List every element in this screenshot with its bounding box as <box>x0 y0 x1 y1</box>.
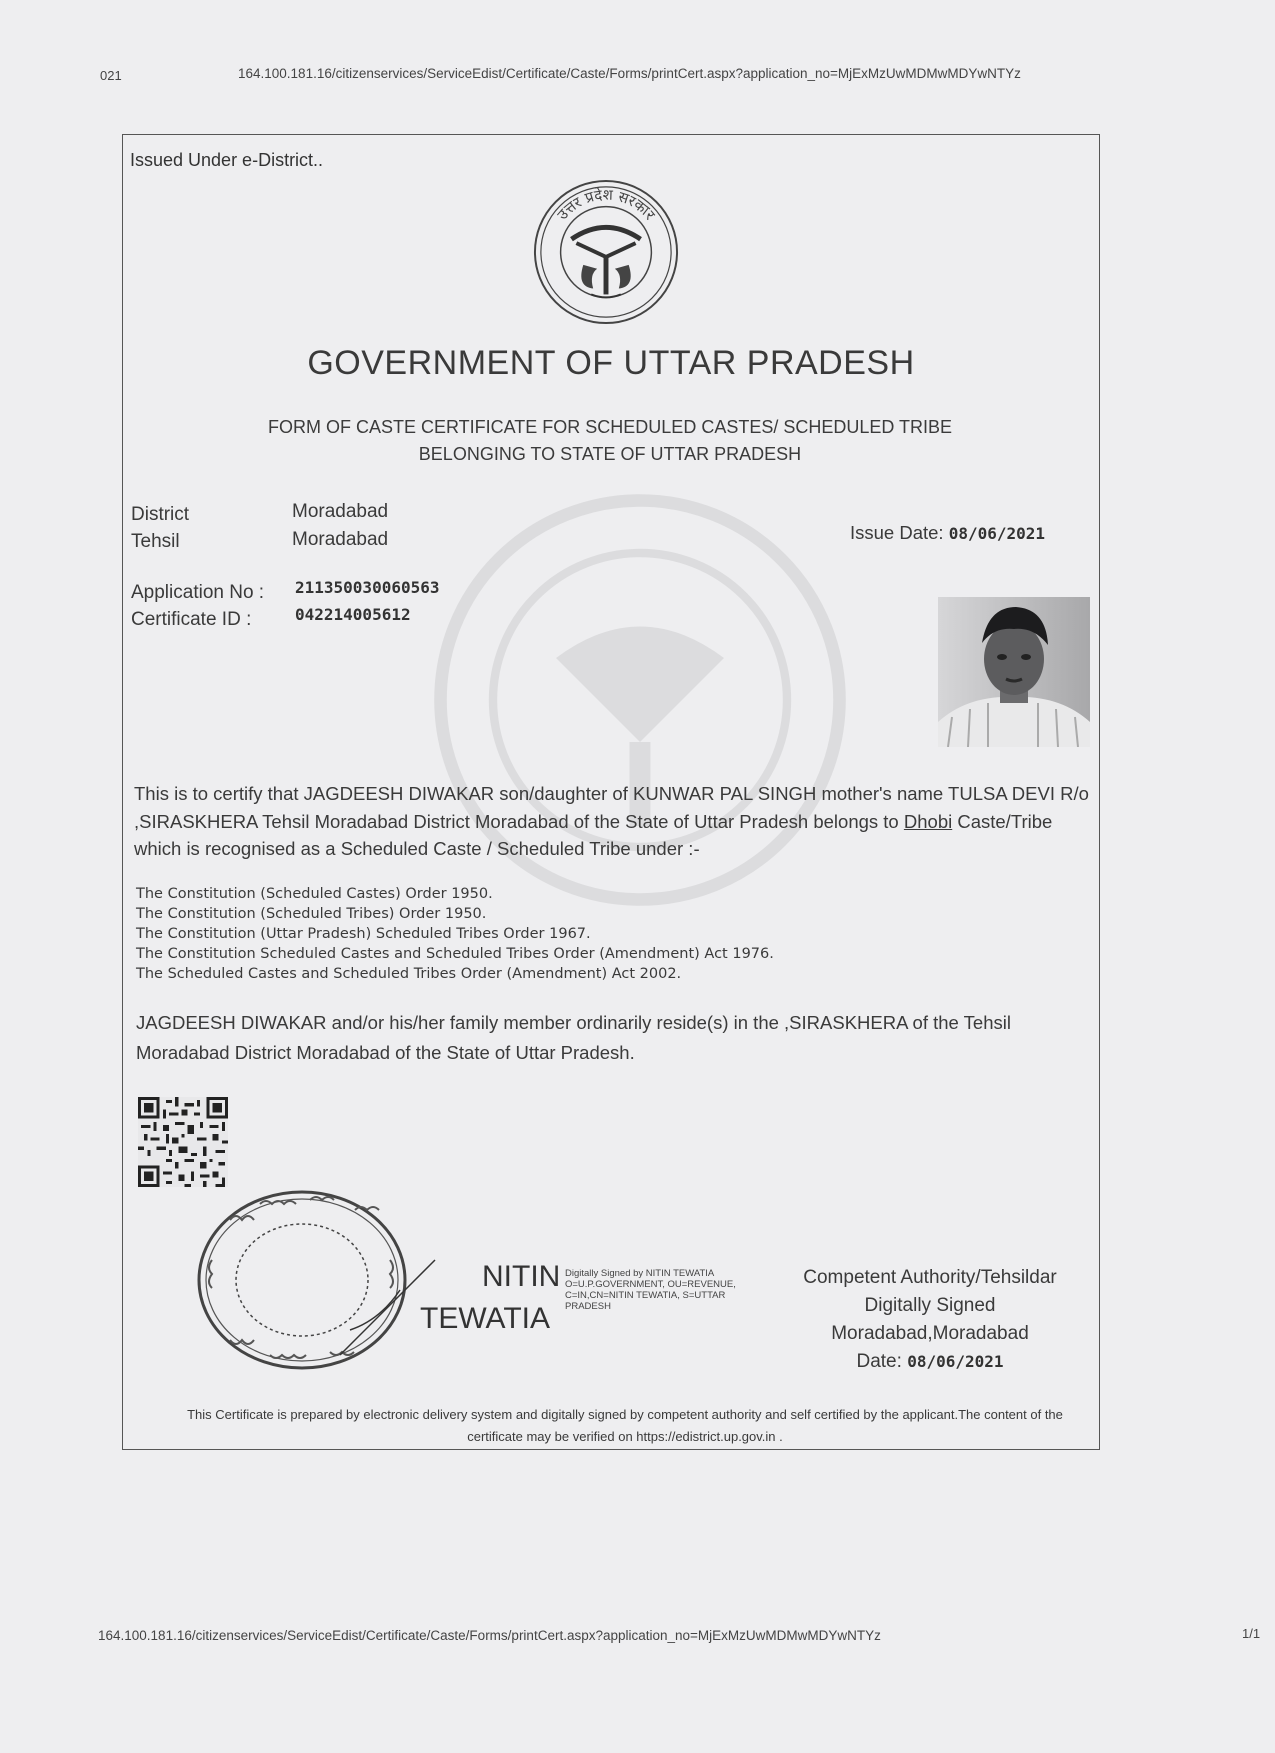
application-no-value: 211350030060563 <box>295 578 440 597</box>
authority-date <box>770 1348 1090 1376</box>
authority-location: Moradabad,Moradabad <box>831 1323 1029 1344</box>
tehsil-value: Moradabad <box>292 529 389 550</box>
signatory-last-name: TEWATIA <box>420 1302 550 1335</box>
qr-code <box>138 1097 228 1187</box>
svg-text:उत्तर प्रदेश सरकार: उत्तर प्रदेश सरकार <box>554 186 659 224</box>
form-title <box>170 414 1050 468</box>
authority-title: Competent Authority/Tehsildar <box>803 1267 1057 1288</box>
government-title: GOVERNMENT OF UTTAR PRADESH <box>307 344 915 382</box>
order-item: The Constitution (Scheduled Tribes) Order 1950. <box>136 906 487 922</box>
form-title-line2: BELONGING TO STATE OF UTTAR PRADESH <box>418 444 802 464</box>
print-url-bottom: 164.100.181.16/citizenservices/ServiceEdist/Certificate/Caste/Forms/printCert.aspx?application_no=MjExMzUwMDMwMDYwNTYz <box>98 1628 881 1643</box>
authority-date-value: 08/06/2021 <box>907 1352 1004 1371</box>
authority-signed: Digitally Signed <box>864 1295 996 1316</box>
tehsil-label: Tehsil <box>131 531 180 552</box>
order-item: The Scheduled Castes and Scheduled Tribes Order (Amendment) Act 2002. <box>136 966 682 982</box>
issue-date-value: 08/06/2021 <box>948 524 1046 543</box>
orders-list <box>136 884 1076 984</box>
print-url-top: 164.100.181.16/citizenservices/ServiceEdist/Certificate/Caste/Forms/printCert.aspx?application_no=MjExMzUwMDMwMDYwNTYz <box>238 66 1021 81</box>
certification-paragraph <box>134 780 1094 863</box>
caste-name: Dhobi <box>903 810 953 832</box>
digital-signature-details: Digitally Signed by NITIN TEWATIA O=U.P.GOVERNMENT, OU=REVENUE, C=IN,CN=NITIN TEWATIA, S=UTTAR PRADESH <box>565 1268 736 1312</box>
certificate-id-label: Certificate ID : <box>131 609 252 630</box>
official-seal-stamp <box>190 1180 440 1375</box>
verification-note: This Certificate is prepared by electronic delivery system and digitally signed by competent authority and self certified by the applicant.The content of the certificate may be verified on https://edistrict.up.gov.in . <box>187 1407 1063 1444</box>
order-item: The Constitution (Scheduled Castes) Order 1950. <box>136 886 493 902</box>
competent-authority-block <box>770 1264 1090 1376</box>
district-value: Moradabad <box>292 501 389 522</box>
signatory-first-name: NITIN <box>482 1260 561 1293</box>
certification-text-part1: This is to certify that JAGDEESH DIWAKAR son/daughter of KUNWAR PAL SINGH mother's name TULSA DEVI R/o ,SIRASKHERA Tehsil Moradabad District Moradabad of the State of Uttar Pradesh belongs to <box>134 783 1089 832</box>
print-page-number: 1/1 <box>1242 1626 1261 1641</box>
residence-paragraph: JAGDEESH DIWAKAR and/or his/her family member ordinarily reside(s) in the ,SIRASKHERA of the Tehsil Moradabad District Moradabad of the State of Uttar Pradesh. <box>136 1012 1011 1063</box>
form-title-line1: FORM OF CASTE CERTIFICATE FOR SCHEDULED CASTES/ SCHEDULED TRIBE <box>267 417 953 437</box>
certification-text-part2: Caste/Tribe which is recognised as a Scheduled Caste / Scheduled Tribe under :- <box>134 810 1053 859</box>
issue-date-label: Issue Date: <box>850 522 944 543</box>
certificate-id-value: 042214005612 <box>295 605 411 624</box>
application-no-label: Application No : <box>131 582 265 603</box>
applicant-photo <box>938 597 1090 747</box>
authority-date-label: Date: <box>856 1351 902 1372</box>
up-government-emblem-icon <box>532 178 680 326</box>
print-header-left: 021 <box>100 68 122 83</box>
order-item: The Constitution (Uttar Pradesh) Scheduled Tribes Order 1967. <box>136 926 591 942</box>
order-item: The Constitution Scheduled Castes and Scheduled Tribes Order (Amendment) Act 1976. <box>136 946 774 962</box>
issue-date <box>850 522 1045 544</box>
district-label: District <box>131 504 190 525</box>
issued-under-label: Issued Under e-District.. <box>130 150 324 170</box>
